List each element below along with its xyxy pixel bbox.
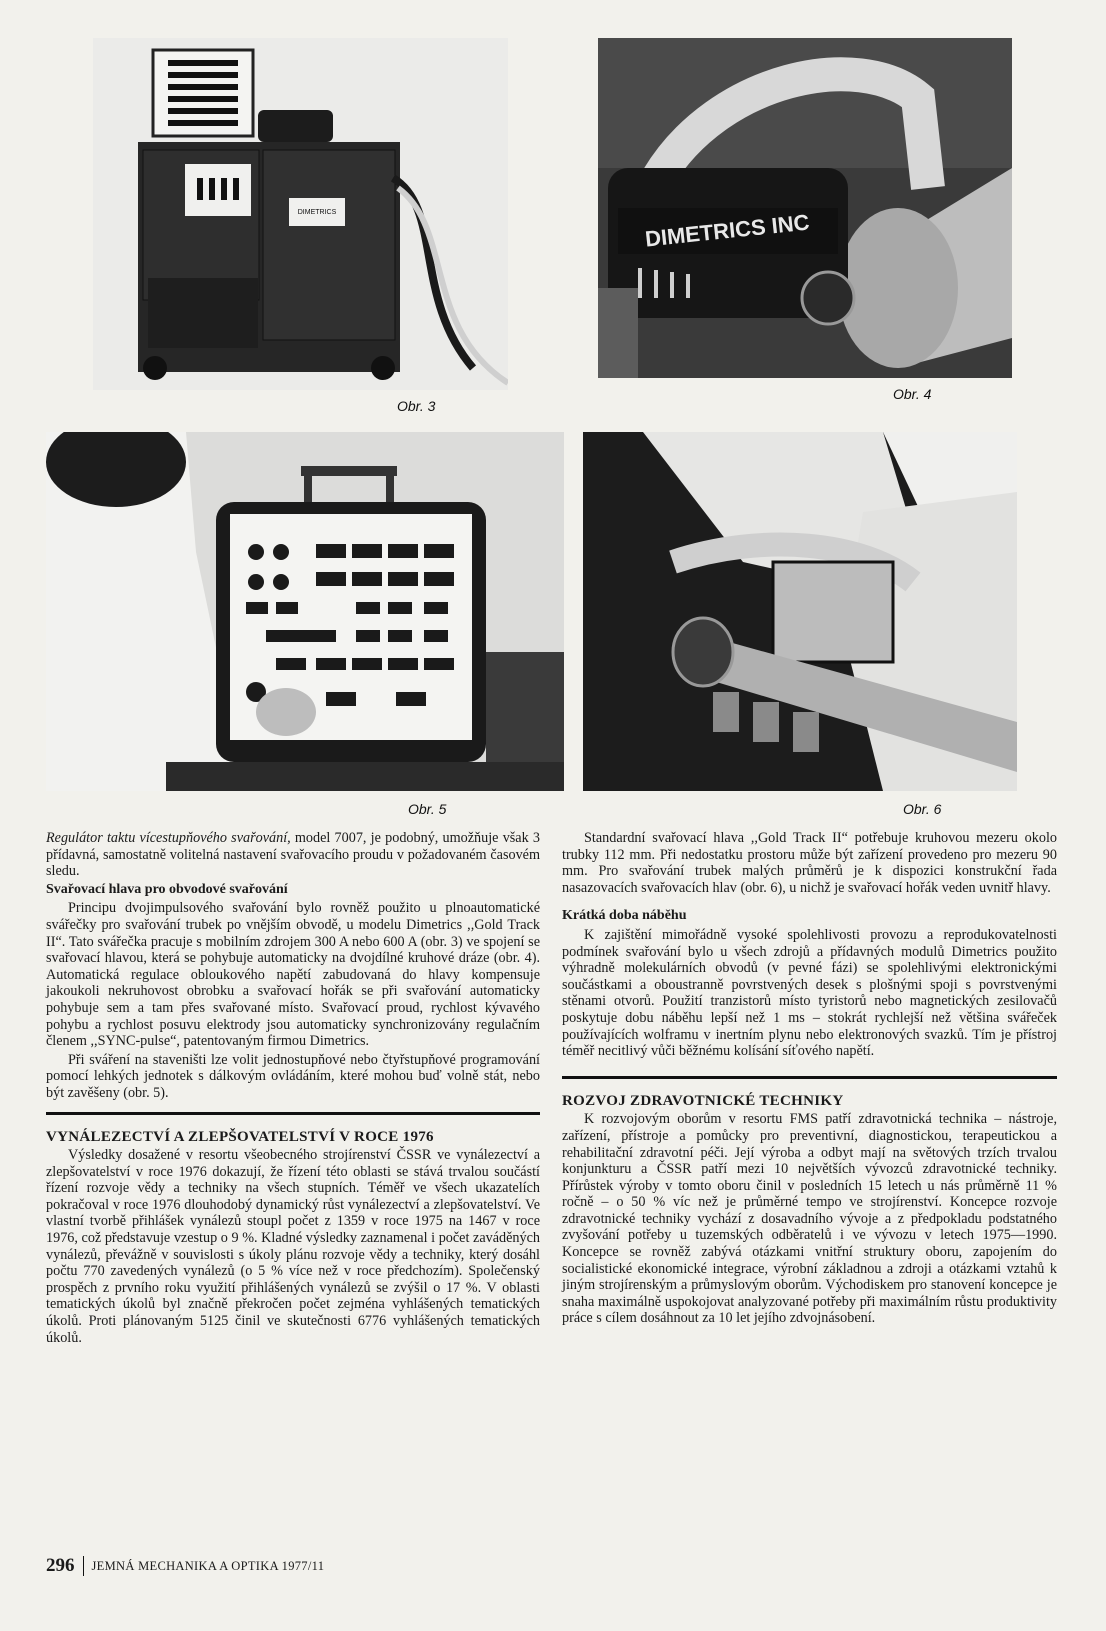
caption-obr-4: Obr. 4 xyxy=(893,386,932,402)
page-number: 296 xyxy=(46,1555,75,1576)
intro-italic: Regulátor taktu vícestupňového svařování, xyxy=(46,830,291,846)
right-column xyxy=(562,830,1057,1329)
section-title-medical: ROZVOJ ZDRAVOTNICKÉ TECHNIKY xyxy=(562,1092,844,1109)
paragraph-inventions: Výsledky dosažené v resortu všeobecného strojírenství ČSSR ve vynálezectví a zlepšovatelství v roce 1976 dokazují, že řízení této oblasti se stává trvalou součástí řízení rozvoje vědy a techniky na všech stupních. Téměř ve všech ukazatelích pokračoval v roce 1976 dlouhodobý dynamický růst vynálezectví a zlepšovatelství. Ve vlastní tvorbě přihlášek vynálezů stoupl počet z 1359 v roce 1975 na 1467 v roce 1976, což představuje vzestup o 9 %. Kladné výsledky zaznamenal i počet zaváděných vynálezů, převážně v souvislosti s úkoly plánu rozvoje vědy a techniky, který dosáhl počtu 770 zavedených vynálezů (o 5 % více než v roce předchozím). Společenský prospěch z prvního roku využití přihlášených vynálezů se zvýšil o 17 %. V oblasti tematických úkolů byl značně překročen počet zejména vyhlášených tematických úkolů. Proti plánovaným 5125 činil ve skutečnosti 6776 vyhlášených tematických úkolů. xyxy=(46,1147,540,1346)
subhead-short-rise: Krátká doba náběhu xyxy=(562,908,687,924)
photo-obr-4 xyxy=(598,38,1012,378)
photo-obr-6 xyxy=(583,432,1017,791)
photo-obr-3 xyxy=(93,38,508,390)
left-column xyxy=(46,830,540,1348)
paragraph-gold-track: Standardní svařovací hlava ,,Gold Track II“ potřebuje kruhovou mezeru okolo trubky 112 mm. Při nedostatku prostoru může být zařízení provedeno pro mezeru 90 mm. Pro svařování trubek malých průměrů je k dispozici konstrukční řada nasazovacích svařovacích hlav (obr. 6), u nichž je svařovací hořák veden uvnitř hlavy. xyxy=(562,830,1057,896)
caption-obr-6: Obr. 6 xyxy=(903,801,942,817)
intro-rest: model 7007, je podobný, umožňuje však 3 přídavná, samostatně volitelná nastavení svařovacího proudu v požadovaném časovém sledu. xyxy=(46,830,540,880)
paragraph-reliability: K zajištění mimořádně vysoké spolehlivosti provozu a reprodukovatelnosti podmínek svařování bylo u všech zdrojů a přídavných modulů Dimetrics použito výhradně molekulárních obvodů (v pevné fázi) se spolehlivými elektronickými součástkami a oboustranně povrstvených desek s plošnými spoji s povrstvenými stěnami otvorů. Použití tranzistorů místo tyristorů nebo magnetických zesilovačů poskytuje dobu náběhu lepší než 1 ms – stokrát rychlejší než většina svářeček používajících wolframu v inertním plynu nebo elektronových svazků. Tím je přístroj téměř necitlivý vůči běžnému kolísání síťového napětí. xyxy=(562,926,1057,1060)
subhead-welding-head: Svařovací hlava pro obvodové svařování xyxy=(46,881,288,897)
journal-name: JEMNÁ MECHANIKA A OPTIKA 1977/11 xyxy=(91,1558,325,1573)
caption-obr-3: Obr. 3 xyxy=(397,398,436,414)
section-rule-left xyxy=(46,1112,540,1115)
photo-obr-5 xyxy=(46,432,564,791)
intro-paragraph xyxy=(46,830,540,880)
photo-panel-brand: DIMETRICS xyxy=(297,209,337,216)
paragraph-dual-pulse: Principu dvojimpulsového svařování bylo rovněž použito u plnoautomatické svářečky pro svařování trubek po vnějším obvodě, u modelu Dimetrics ,,Gold Track II“. Tato svářečka pracuje s mobilním zdrojem 300 A nebo 600 A (obr. 3) ve spojení se svařovací hlavou, která se pohybuje automaticky na dvojdílné kruhové dráze (obr. 4). Automatická regulace obloukového napětí zabudovaná do hlavy kompensuje jakoukoli nekruhovost obrobku a svařovací hořák se při svařování automaticky pohybuje sem a tam přes svařované místo. Svařovací proud, rychlost kývavého pohybu a rychlost posuvu elektrody jsou automaticky synchronizovány regulačním členem ,,SYNC-pulse“, patentovaným firmou Dimetrics. xyxy=(46,900,540,1050)
photo-head-brand: DIMETRICS INC xyxy=(643,209,811,252)
paragraph-construction-site: Při sváření na staveništi lze volit jednostupňové nebo čtyřstupňové programování pomocí lehkých jednotek s dálkovým ovládáním, které mohou buď volně stát, nebo být zavěšeny (obr. 5). xyxy=(46,1051,540,1101)
paragraph-medical: K rozvojovým oborům v resortu FMS patří zdravotnická technika – nástroje, zařízení, přístroje a pomůcky pro preventivní, diagnostickou, terapeutickou a rehabilitační zdravotní péči. Její výroba a odbyt mají na světových trzích trvalou konjunkturu a ČSSR patří mezi 10 největších vývozců zdravotnické techniky. Přírůstek výroby v tomto oboru činil v posledních 15 letech u nás průměrně 11 % ročně – o 50 % víc než je průměrné tempo ve strojírenství. Koncepce rozvoje zdravotnické techniky vychází z dosavadního vývoje a z předpokladu podstatného zvyšování potřeby u tuzemských odběratelů i ve vývozu v letech 1975—1990. Koncepce se rovněž zabývá otázkami vnitřní struktury oboru, zapojením do socialistické ekonomické integrace, výrobní základnou a zdroji a otázkami vztahů k jiným strojírenským a průmyslovým oborům. Východiskem pro stanovení koncepce je snaha maximálně uspokojovat analyzované potřeby při maximálním růstu produktivity práce s cílem dosáhnout za 10 let jejího zdvojnásobení. xyxy=(562,1111,1057,1327)
section-title-inventions: VYNÁLEZECTVÍ A ZLEPŠOVATELSTVÍ V ROCE 1976 xyxy=(46,1128,434,1145)
caption-obr-5: Obr. 5 xyxy=(408,801,447,817)
page-footer xyxy=(46,1555,324,1577)
footer-divider xyxy=(83,1556,84,1576)
section-rule-right xyxy=(562,1076,1057,1079)
